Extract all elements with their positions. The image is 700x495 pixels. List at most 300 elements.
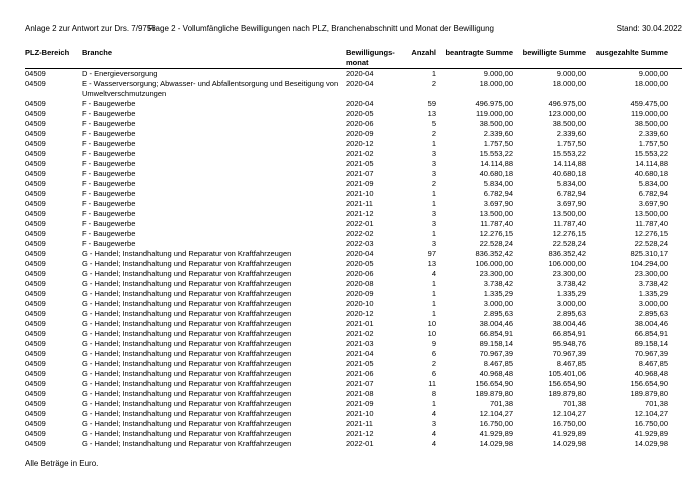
- cell-branche: F - Baugewerbe: [82, 119, 136, 128]
- cell-bewilligte-summe: 95.948,76: [552, 339, 586, 348]
- cell-beantragte-summe: 18.000,00: [479, 79, 513, 88]
- cell-anzahl: 97: [427, 249, 436, 258]
- cell-beantragte-summe: 40.968,48: [479, 369, 513, 378]
- cell-plz-bereich: 04509: [25, 379, 46, 388]
- cell-anzahl: 1: [431, 229, 436, 238]
- cell-plz-bereich: 04509: [25, 79, 46, 88]
- cell-anzahl: 1: [431, 299, 436, 308]
- cell-anzahl: 3: [431, 159, 436, 168]
- cell-beantragte-summe: 8.467,85: [483, 359, 513, 368]
- cell-bewilligte-summe: 15.553,22: [552, 149, 586, 158]
- cell-bewilligungsmonat: 2020-12: [346, 139, 374, 148]
- cell-ausgezahlte-summe: 38.004,46: [634, 319, 668, 328]
- table-row: [25, 279, 682, 289]
- cell-ausgezahlte-summe: 6.782,94: [638, 189, 668, 198]
- cell-branche: F - Baugewerbe: [82, 209, 136, 218]
- cell-bewilligte-summe: 12.104,27: [552, 409, 586, 418]
- table-row: [25, 209, 682, 219]
- cell-ausgezahlte-summe: 1.335,29: [638, 289, 668, 298]
- cell-plz-bereich: 04509: [25, 109, 46, 118]
- cell-plz-bereich: 04509: [25, 439, 46, 448]
- cell-branche: D - Energieversorgung: [82, 69, 158, 78]
- cell-beantragte-summe: 70.967,39: [479, 349, 513, 358]
- cell-bewilligungsmonat: 2021-10: [346, 189, 374, 198]
- cell-anzahl: 1: [431, 289, 436, 298]
- col-header-bewilligte-summe: bewilligte Summe: [513, 46, 586, 69]
- cell-beantragte-summe: 12.276,15: [479, 229, 513, 238]
- table-row: [25, 229, 682, 239]
- permits-table: [25, 46, 682, 449]
- cell-plz-bereich: 04509: [25, 339, 46, 348]
- cell-beantragte-summe: 156.654,90: [475, 379, 513, 388]
- cell-anzahl: 2: [431, 359, 436, 368]
- col-header-bewilligungsmonat-line1: Bewilligungs-: [346, 48, 395, 57]
- table-row: [25, 189, 682, 199]
- cell-bewilligungsmonat: 2021-09: [346, 179, 374, 188]
- table-row: [25, 199, 682, 209]
- cell-ausgezahlte-summe: 3.738,42: [638, 279, 668, 288]
- cell-beantragte-summe: 13.500,00: [479, 209, 513, 218]
- cell-branche: G - Handel; Instandhaltung und Reparatur von Kraftfahrzeugen: [82, 299, 292, 308]
- cell-ausgezahlte-summe: 18.000,00: [634, 79, 668, 88]
- cell-plz-bereich: 04509: [25, 129, 46, 138]
- cell-ausgezahlte-summe: 2.895,63: [638, 309, 668, 318]
- cell-bewilligungsmonat: 2020-04: [346, 249, 374, 258]
- cell-bewilligte-summe: 5.834,00: [556, 179, 586, 188]
- cell-ausgezahlte-summe: 701,38: [645, 399, 668, 408]
- cell-branche: F - Baugewerbe: [82, 179, 136, 188]
- cell-anzahl: 1: [431, 199, 436, 208]
- cell-branche: G - Handel; Instandhaltung und Reparatur von Kraftfahrzeugen: [82, 369, 292, 378]
- cell-plz-bereich: 04509: [25, 319, 46, 328]
- cell-branche: F - Baugewerbe: [82, 219, 136, 228]
- cell-bewilligte-summe: 66.854,91: [552, 329, 586, 338]
- footnote: Alle Beträge in Euro.: [25, 459, 99, 468]
- cell-bewilligte-summe: 70.967,39: [552, 349, 586, 358]
- cell-plz-bereich: 04509: [25, 169, 46, 178]
- cell-bewilligungsmonat: 2020-12: [346, 309, 374, 318]
- cell-beantragte-summe: 2.895,63: [483, 309, 513, 318]
- cell-branche: F - Baugewerbe: [82, 99, 136, 108]
- cell-branche: G - Handel; Instandhaltung und Reparatur von Kraftfahrzeugen: [82, 359, 292, 368]
- cell-bewilligte-summe: 3.000,00: [556, 299, 586, 308]
- cell-beantragte-summe: 701,38: [490, 399, 513, 408]
- cell-bewilligungsmonat: 2021-07: [346, 379, 374, 388]
- col-header-bewilligungsmonat-line2: monat: [346, 58, 369, 67]
- cell-anzahl: 3: [431, 149, 436, 158]
- cell-bewilligte-summe: 836.352,42: [548, 249, 586, 258]
- cell-bewilligte-summe: 3.697,90: [556, 199, 586, 208]
- table-row: [25, 259, 682, 269]
- cell-ausgezahlte-summe: 66.854,91: [634, 329, 668, 338]
- cell-ausgezahlte-summe: 104.294,00: [630, 259, 668, 268]
- cell-ausgezahlte-summe: 13.500,00: [634, 209, 668, 218]
- table-body: [25, 69, 682, 450]
- cell-beantragte-summe: 14.114,88: [480, 159, 513, 168]
- cell-ausgezahlte-summe: 189.879,80: [630, 389, 668, 398]
- cell-beantragte-summe: 23.300,00: [479, 269, 513, 278]
- cell-bewilligungsmonat: 2020-05: [346, 259, 374, 268]
- cell-branche: G - Handel; Instandhaltung und Reparatur von Kraftfahrzeugen: [82, 429, 292, 438]
- cell-ausgezahlte-summe: 5.834,00: [638, 179, 668, 188]
- cell-beantragte-summe: 89.158,14: [479, 339, 513, 348]
- cell-bewilligungsmonat: 2021-10: [346, 409, 374, 418]
- cell-bewilligte-summe: 38.500,00: [552, 119, 586, 128]
- cell-beantragte-summe: 9.000,00: [483, 69, 513, 78]
- cell-anzahl: 6: [431, 349, 436, 358]
- col-header-branche: Branche: [82, 46, 346, 69]
- cell-beantragte-summe: 496.975,00: [475, 99, 513, 108]
- cell-bewilligungsmonat: 2021-01: [346, 319, 374, 328]
- table-row: [25, 339, 682, 349]
- cell-ausgezahlte-summe: 14.114,88: [635, 159, 668, 168]
- cell-beantragte-summe: 22.528,24: [479, 239, 513, 248]
- table-row: [25, 389, 682, 399]
- cell-anzahl: 1: [431, 189, 436, 198]
- cell-bewilligungsmonat: 2020-09: [346, 289, 374, 298]
- cell-anzahl: 1: [431, 139, 436, 148]
- cell-ausgezahlte-summe: 156.654,90: [630, 379, 668, 388]
- annex-label: Anlage 2 zur Antwort zur Drs. 7/9756: [25, 24, 156, 33]
- cell-branche: F - Baugewerbe: [82, 199, 136, 208]
- cell-plz-bereich: 04509: [25, 279, 46, 288]
- cell-ausgezahlte-summe: 89.158,14: [634, 339, 668, 348]
- cell-bewilligte-summe: 496.975,00: [548, 99, 586, 108]
- table-row: [25, 359, 682, 369]
- cell-bewilligungsmonat: 2020-04: [346, 69, 374, 78]
- cell-bewilligte-summe: 105.401,06: [548, 369, 586, 378]
- cell-anzahl: 5: [431, 119, 436, 128]
- cell-bewilligte-summe: 6.782,94: [556, 189, 586, 198]
- cell-bewilligte-summe: 14.029,98: [552, 439, 586, 448]
- cell-bewilligungsmonat: 2021-09: [346, 399, 374, 408]
- cell-branche: G - Handel; Instandhaltung und Reparatur von Kraftfahrzeugen: [82, 249, 292, 258]
- cell-plz-bereich: 04509: [25, 359, 46, 368]
- cell-beantragte-summe: 189.879,80: [475, 389, 513, 398]
- cell-beantragte-summe: 2.339,60: [483, 129, 513, 138]
- cell-anzahl: 2: [431, 79, 436, 88]
- cell-bewilligungsmonat: 2020-10: [346, 299, 374, 308]
- cell-ausgezahlte-summe: 2.339,60: [638, 129, 668, 138]
- cell-beantragte-summe: 38.004,46: [479, 319, 513, 328]
- cell-beantragte-summe: 11.787,40: [480, 219, 513, 228]
- cell-ausgezahlte-summe: 12.276,15: [634, 229, 668, 238]
- cell-bewilligte-summe: 22.528,24: [552, 239, 586, 248]
- cell-plz-bereich: 04509: [25, 149, 46, 158]
- cell-bewilligungsmonat: 2021-12: [346, 209, 374, 218]
- cell-bewilligte-summe: 18.000,00: [552, 79, 586, 88]
- cell-plz-bereich: 04509: [25, 219, 46, 228]
- cell-beantragte-summe: 3.697,90: [483, 199, 513, 208]
- cell-branche: F - Baugewerbe: [82, 169, 136, 178]
- table-row: [25, 329, 682, 339]
- cell-bewilligte-summe: 1.335,29: [556, 289, 586, 298]
- cell-plz-bereich: 04509: [25, 299, 46, 308]
- table-row: [25, 99, 682, 109]
- table-row: [25, 369, 682, 379]
- cell-plz-bereich: 04509: [25, 139, 46, 148]
- cell-branche: G - Handel; Instandhaltung und Reparatur von Kraftfahrzeugen: [82, 439, 292, 448]
- cell-plz-bereich: 04509: [25, 249, 46, 258]
- table-row: [25, 249, 682, 259]
- table-row: [25, 399, 682, 409]
- cell-bewilligungsmonat: 2020-04: [346, 79, 374, 88]
- cell-branche: F - Baugewerbe: [82, 189, 136, 198]
- cell-beantragte-summe: 16.750,00: [479, 419, 513, 428]
- cell-bewilligungsmonat: 2021-05: [346, 159, 374, 168]
- cell-bewilligungsmonat: 2021-08: [346, 389, 374, 398]
- cell-plz-bereich: 04509: [25, 99, 46, 108]
- cell-beantragte-summe: 12.104,27: [479, 409, 513, 418]
- cell-bewilligungsmonat: 2022-01: [346, 439, 374, 448]
- cell-anzahl: 1: [431, 69, 436, 78]
- table-row: [25, 299, 682, 309]
- cell-branche: F - Baugewerbe: [82, 239, 136, 248]
- cell-anzahl: 9: [431, 339, 436, 348]
- cell-anzahl: 8: [431, 389, 436, 398]
- cell-bewilligte-summe: 2.895,63: [556, 309, 586, 318]
- cell-ausgezahlte-summe: 40.968,48: [634, 369, 668, 378]
- cell-anzahl: 11: [428, 379, 436, 388]
- cell-ausgezahlte-summe: 119.000,00: [631, 109, 668, 118]
- cell-bewilligte-summe: 8.467,85: [556, 359, 586, 368]
- cell-bewilligungsmonat: 2021-11: [346, 419, 373, 428]
- cell-bewilligte-summe: 14.114,88: [553, 159, 586, 168]
- cell-bewilligungsmonat: 2021-12: [346, 429, 374, 438]
- cell-ausgezahlte-summe: 14.029,98: [634, 439, 668, 448]
- cell-branche: G - Handel; Instandhaltung und Reparatur von Kraftfahrzeugen: [82, 259, 292, 268]
- cell-anzahl: 59: [427, 99, 436, 108]
- cell-ausgezahlte-summe: 11.787,40: [635, 219, 668, 228]
- table-row: [25, 169, 682, 179]
- cell-ausgezahlte-summe: 15.553,22: [634, 149, 668, 158]
- cell-branche: G - Handel; Instandhaltung und Reparatur von Kraftfahrzeugen: [82, 379, 292, 388]
- cell-bewilligungsmonat: 2020-09: [346, 129, 374, 138]
- table-row: [25, 79, 682, 99]
- table-row: [25, 239, 682, 249]
- cell-ausgezahlte-summe: 16.750,00: [634, 419, 668, 428]
- cell-branche: G - Handel; Instandhaltung und Reparatur von Kraftfahrzeugen: [82, 389, 292, 398]
- cell-anzahl: 3: [431, 169, 436, 178]
- cell-ausgezahlte-summe: 40.680,18: [634, 169, 668, 178]
- cell-anzahl: 13: [427, 109, 436, 118]
- cell-ausgezahlte-summe: 70.967,39: [634, 349, 668, 358]
- cell-bewilligungsmonat: 2020-08: [346, 279, 374, 288]
- table-row: [25, 179, 682, 189]
- cell-anzahl: 4: [431, 439, 436, 448]
- cell-beantragte-summe: 1.335,29: [483, 289, 513, 298]
- cell-anzahl: 3: [431, 219, 436, 228]
- cell-branche: F - Baugewerbe: [82, 149, 136, 158]
- cell-ausgezahlte-summe: 459.475,00: [630, 99, 668, 108]
- cell-plz-bereich: 04509: [25, 269, 46, 278]
- cell-ausgezahlte-summe: 3.697,90: [638, 199, 668, 208]
- cell-bewilligte-summe: 11.787,40: [553, 219, 586, 228]
- cell-beantragte-summe: 119.000,00: [476, 109, 513, 118]
- cell-ausgezahlte-summe: 3.000,00: [638, 299, 668, 308]
- cell-bewilligte-summe: 2.339,60: [556, 129, 586, 138]
- cell-bewilligungsmonat: 2022-01: [346, 219, 374, 228]
- cell-anzahl: 13: [427, 259, 436, 268]
- cell-ausgezahlte-summe: 1.757,50: [638, 139, 668, 148]
- cell-bewilligungsmonat: 2020-06: [346, 119, 374, 128]
- cell-ausgezahlte-summe: 9.000,00: [638, 69, 668, 78]
- cell-ausgezahlte-summe: 38.500,00: [634, 119, 668, 128]
- cell-plz-bereich: 04509: [25, 179, 46, 188]
- cell-bewilligte-summe: 40.680,18: [552, 169, 586, 178]
- cell-bewilligte-summe: 106.000,00: [548, 259, 586, 268]
- table-row: [25, 409, 682, 419]
- cell-bewilligte-summe: 13.500,00: [552, 209, 586, 218]
- cell-plz-bereich: 04509: [25, 199, 46, 208]
- cell-anzahl: 1: [431, 309, 436, 318]
- cell-plz-bereich: 04509: [25, 119, 46, 128]
- cell-bewilligungsmonat: 2021-04: [346, 349, 374, 358]
- table-row: [25, 419, 682, 429]
- cell-bewilligte-summe: 38.004,46: [552, 319, 586, 328]
- cell-bewilligte-summe: 41.929,89: [552, 429, 586, 438]
- table-row: [25, 69, 682, 80]
- cell-anzahl: 10: [427, 329, 436, 338]
- cell-beantragte-summe: 6.782,94: [483, 189, 513, 198]
- cell-bewilligungsmonat: 2020-05: [346, 109, 374, 118]
- cell-bewilligte-summe: 1.757,50: [556, 139, 586, 148]
- cell-bewilligungsmonat: 2021-02: [346, 329, 374, 338]
- cell-plz-bereich: 04509: [25, 419, 46, 428]
- cell-bewilligungsmonat: 2022-03: [346, 239, 374, 248]
- cell-branche: G - Handel; Instandhaltung und Reparatur von Kraftfahrzeugen: [82, 419, 292, 428]
- table-row: [25, 429, 682, 439]
- cell-plz-bereich: 04509: [25, 239, 46, 248]
- cell-beantragte-summe: 40.680,18: [479, 169, 513, 178]
- cell-branche: G - Handel; Instandhaltung und Reparatur von Kraftfahrzeugen: [82, 409, 292, 418]
- cell-plz-bereich: 04509: [25, 189, 46, 198]
- cell-plz-bereich: 04509: [25, 69, 46, 78]
- cell-ausgezahlte-summe: 22.528,24: [634, 239, 668, 248]
- cell-branche: F - Baugewerbe: [82, 139, 136, 148]
- cell-bewilligte-summe: 3.738,42: [556, 279, 586, 288]
- cell-anzahl: 3: [431, 419, 436, 428]
- cell-anzahl: 3: [431, 239, 436, 248]
- cell-branche: F - Baugewerbe: [82, 129, 136, 138]
- cell-beantragte-summe: 1.757,50: [483, 139, 513, 148]
- col-header-plz: PLZ-Bereich: [25, 46, 82, 69]
- stand-date: Stand: 30.04.2022: [616, 24, 682, 33]
- table-row: [25, 109, 682, 119]
- table-row: [25, 159, 682, 169]
- cell-ausgezahlte-summe: 41.929,89: [634, 429, 668, 438]
- cell-branche: F - Baugewerbe: [82, 159, 136, 168]
- cell-bewilligte-summe: 12.276,15: [552, 229, 586, 238]
- table-row: [25, 439, 682, 449]
- cell-bewilligungsmonat: 2021-11: [346, 199, 373, 208]
- cell-plz-bereich: 04509: [25, 429, 46, 438]
- cell-bewilligungsmonat: 2021-03: [346, 339, 374, 348]
- cell-plz-bereich: 04509: [25, 309, 46, 318]
- table-row: [25, 379, 682, 389]
- cell-beantragte-summe: 5.834,00: [483, 179, 513, 188]
- cell-branche: G - Handel; Instandhaltung und Reparatur von Kraftfahrzeugen: [82, 269, 292, 278]
- cell-branche: G - Handel; Instandhaltung und Reparatur von Kraftfahrzeugen: [82, 289, 292, 298]
- cell-plz-bereich: 04509: [25, 369, 46, 378]
- col-header-ausgezahlte-summe: ausgezahlte Summe: [586, 46, 682, 69]
- cell-beantragte-summe: 106.000,00: [475, 259, 513, 268]
- table-row: [25, 289, 682, 299]
- cell-bewilligungsmonat: 2020-04: [346, 99, 374, 108]
- cell-plz-bereich: 04509: [25, 159, 46, 168]
- cell-plz-bereich: 04509: [25, 389, 46, 398]
- cell-anzahl: 1: [431, 279, 436, 288]
- cell-beantragte-summe: 66.854,91: [479, 329, 513, 338]
- cell-ausgezahlte-summe: 825.310,17: [630, 249, 668, 258]
- cell-plz-bereich: 04509: [25, 229, 46, 238]
- cell-anzahl: 3: [431, 209, 436, 218]
- table-row: [25, 129, 682, 139]
- cell-bewilligte-summe: 23.300,00: [552, 269, 586, 278]
- table-row: [25, 139, 682, 149]
- table-row: [25, 119, 682, 129]
- col-header-beantragte-summe: beantragte Summe: [436, 46, 513, 69]
- cell-ausgezahlte-summe: 23.300,00: [634, 269, 668, 278]
- cell-branche: E - Wasserversorgung; Abwasser- und Abfallentsorgung und Beseitigung von Umweltverschmutzungen: [82, 79, 339, 98]
- cell-branche: F - Baugewerbe: [82, 109, 136, 118]
- cell-branche: G - Handel; Instandhaltung und Reparatur von Kraftfahrzeugen: [82, 329, 292, 338]
- cell-anzahl: 4: [431, 269, 436, 278]
- cell-plz-bereich: 04509: [25, 399, 46, 408]
- cell-plz-bereich: 04509: [25, 409, 46, 418]
- cell-plz-bereich: 04509: [25, 329, 46, 338]
- col-header-bewilligungsmonat: [346, 46, 400, 69]
- cell-anzahl: 1: [431, 399, 436, 408]
- cell-beantragte-summe: 3.000,00: [483, 299, 513, 308]
- cell-anzahl: 6: [431, 369, 436, 378]
- cell-beantragte-summe: 14.029,98: [479, 439, 513, 448]
- document-header: [0, 24, 700, 36]
- cell-bewilligungsmonat: 2021-06: [346, 369, 374, 378]
- cell-anzahl: 4: [431, 429, 436, 438]
- table-header-row: [25, 46, 682, 69]
- cell-anzahl: 4: [431, 409, 436, 418]
- table-row: [25, 149, 682, 159]
- cell-bewilligte-summe: 9.000,00: [556, 69, 586, 78]
- cell-branche: F - Baugewerbe: [82, 229, 136, 238]
- cell-plz-bereich: 04509: [25, 259, 46, 268]
- cell-beantragte-summe: 41.929,89: [479, 429, 513, 438]
- cell-ausgezahlte-summe: 8.467,85: [638, 359, 668, 368]
- cell-branche: G - Handel; Instandhaltung und Reparatur von Kraftfahrzeugen: [82, 399, 292, 408]
- cell-bewilligte-summe: 156.654,90: [548, 379, 586, 388]
- cell-plz-bereich: 04509: [25, 289, 46, 298]
- cell-anzahl: 2: [431, 179, 436, 188]
- cell-anzahl: 2: [431, 129, 436, 138]
- cell-branche: G - Handel; Instandhaltung und Reparatur von Kraftfahrzeugen: [82, 339, 292, 348]
- table-row: [25, 309, 682, 319]
- cell-plz-bereich: 04509: [25, 209, 46, 218]
- cell-beantragte-summe: 38.500,00: [479, 119, 513, 128]
- table-row: [25, 349, 682, 359]
- cell-bewilligte-summe: 189.879,80: [548, 389, 586, 398]
- cell-bewilligungsmonat: 2021-05: [346, 359, 374, 368]
- cell-branche: G - Handel; Instandhaltung und Reparatur von Kraftfahrzeugen: [82, 309, 292, 318]
- cell-bewilligte-summe: 123.000,00: [548, 109, 586, 118]
- cell-beantragte-summe: 3.738,42: [483, 279, 513, 288]
- cell-bewilligungsmonat: 2020-06: [346, 269, 374, 278]
- cell-beantragte-summe: 836.352,42: [475, 249, 513, 258]
- table-row: [25, 269, 682, 279]
- cell-branche: G - Handel; Instandhaltung und Reparatur von Kraftfahrzeugen: [82, 279, 292, 288]
- cell-plz-bereich: 04509: [25, 349, 46, 358]
- cell-branche: G - Handel; Instandhaltung und Reparatur von Kraftfahrzeugen: [82, 349, 292, 358]
